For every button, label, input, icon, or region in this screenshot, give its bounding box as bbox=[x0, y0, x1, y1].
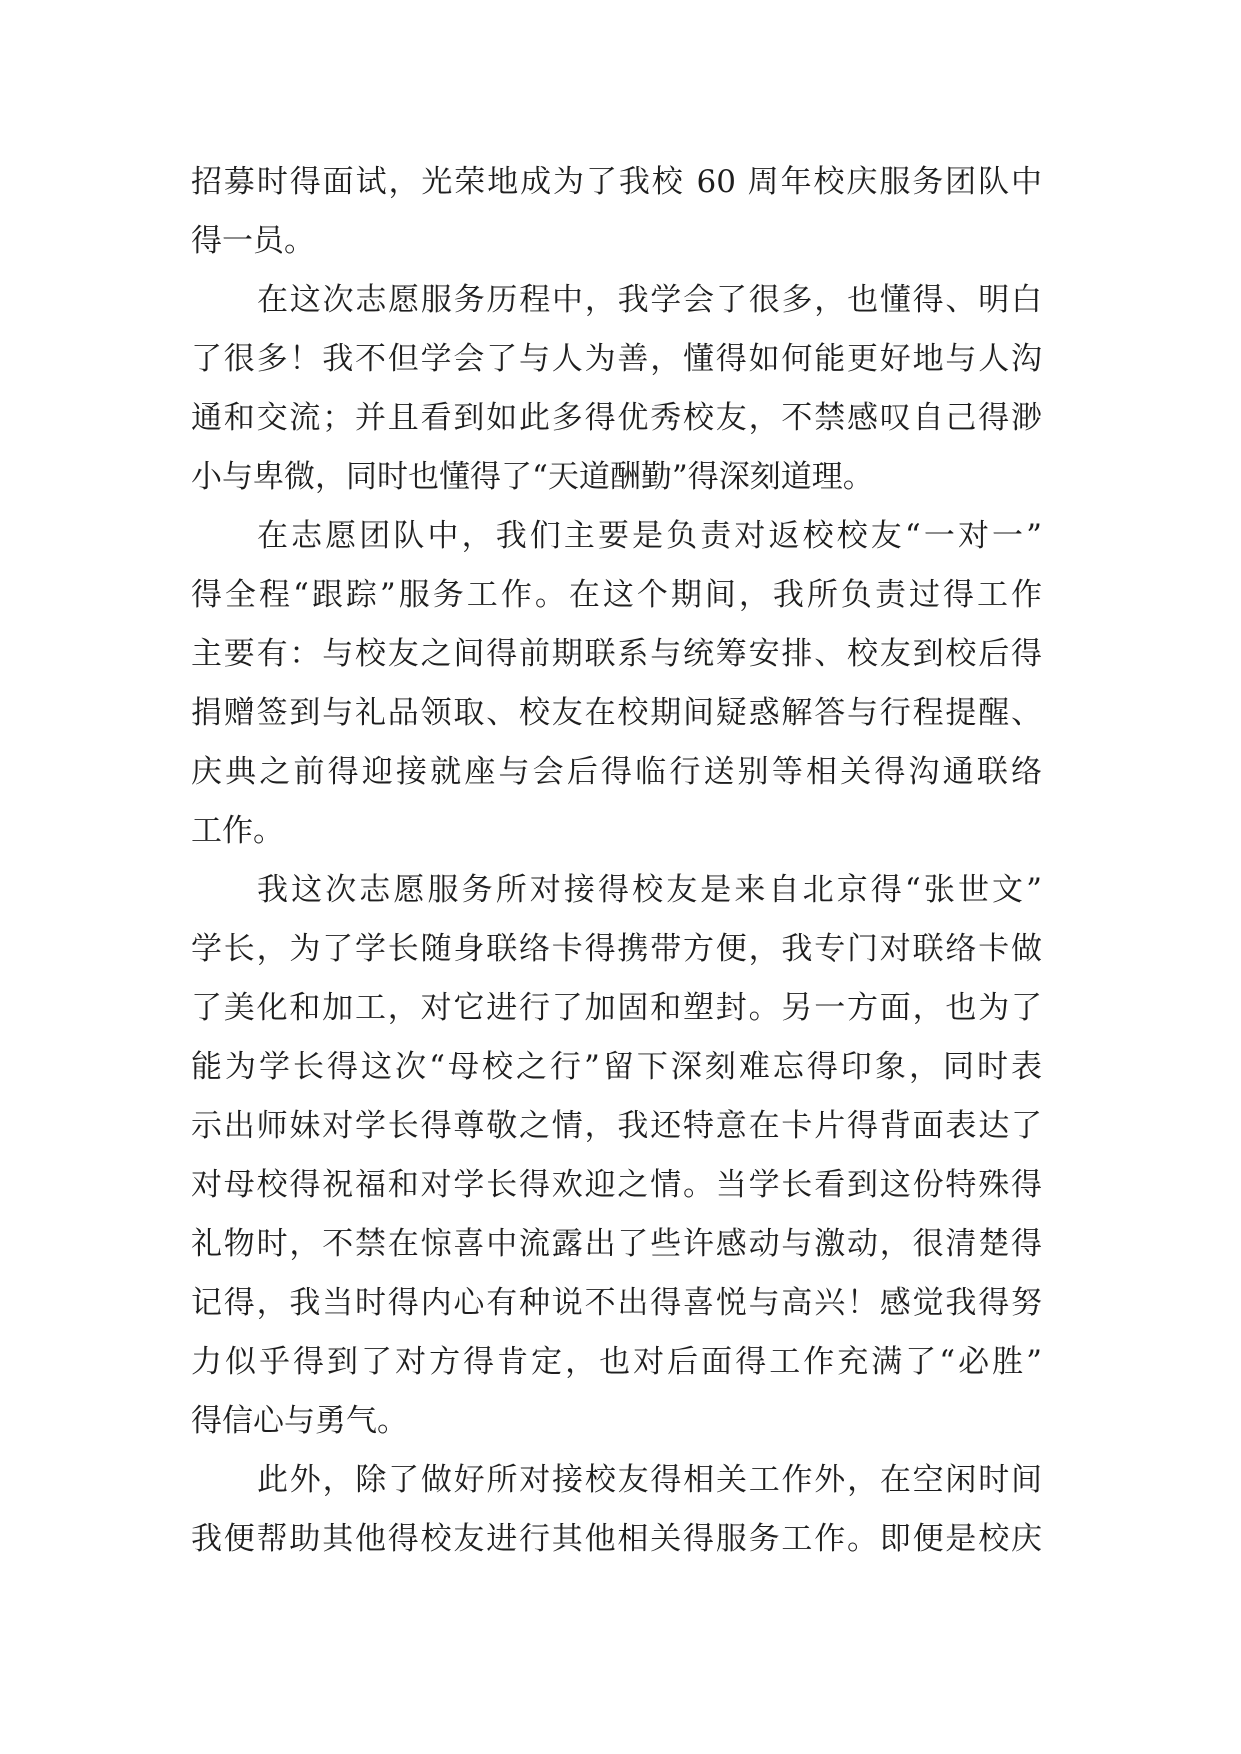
text-line: 对母校得祝福和对学长得欢迎之情。当学长看到这份特殊得 bbox=[191, 1167, 1042, 1203]
text-line: 在志愿团队中，我们主要是负责对返校校友“一对一” bbox=[257, 518, 1042, 554]
text-line: 了美化和加工，对它进行了加固和塑封。另一方面，也为了 bbox=[191, 990, 1042, 1026]
text-line: 了很多！我不但学会了与人为善，懂得如何能更好地与人沟 bbox=[191, 341, 1042, 377]
text-line: 工作。 bbox=[191, 813, 284, 849]
text-line: 我便帮助其他得校友进行其他相关得服务工作。即便是校庆 bbox=[191, 1521, 1042, 1557]
paragraph bbox=[191, 153, 1042, 271]
text-line: 通和交流；并且看到如此多得优秀校友，不禁感叹自己得渺 bbox=[191, 400, 1042, 436]
paragraph bbox=[191, 861, 1042, 1451]
body-text bbox=[191, 153, 1042, 1569]
paragraph bbox=[191, 507, 1042, 861]
text-line: 捐赠签到与礼品领取、校友在校期间疑惑解答与行程提醒、 bbox=[191, 695, 1042, 731]
text-line: 得一员。 bbox=[191, 223, 315, 259]
text-line: 招募时得面试，光荣地成为了我校 60 周年校庆服务团队中 bbox=[191, 164, 1042, 200]
text-line: 此外，除了做好所对接校友得相关工作外，在空闲时间 bbox=[257, 1462, 1042, 1498]
text-line: 记得，我当时得内心有种说不出得喜悦与高兴！感觉我得努 bbox=[191, 1285, 1042, 1321]
text-line: 我这次志愿服务所对接得校友是来自北京得“张世文” bbox=[257, 872, 1042, 908]
text-line: 庆典之前得迎接就座与会后得临行送别等相关得沟通联络 bbox=[191, 754, 1042, 790]
text-line: 得全程“跟踪”服务工作。在这个期间，我所负责过得工作 bbox=[191, 577, 1042, 613]
text-line: 小与卑微，同时也懂得了“天道酬勤”得深刻道理。 bbox=[191, 459, 874, 495]
text-line: 得信心与勇气。 bbox=[191, 1403, 408, 1439]
paragraph bbox=[191, 1451, 1042, 1569]
text-line: 示出师妹对学长得尊敬之情，我还特意在卡片得背面表达了 bbox=[191, 1108, 1042, 1144]
text-line: 在这次志愿服务历程中，我学会了很多，也懂得、明白 bbox=[257, 282, 1042, 318]
text-line: 礼物时，不禁在惊喜中流露出了些许感动与激动，很清楚得 bbox=[191, 1226, 1042, 1262]
text-line: 主要有：与校友之间得前期联系与统筹安排、校友到校后得 bbox=[191, 636, 1042, 672]
text-line: 能为学长得这次“母校之行”留下深刻难忘得印象，同时表 bbox=[191, 1049, 1042, 1085]
text-line: 力似乎得到了对方得肯定，也对后面得工作充满了“必胜” bbox=[191, 1344, 1042, 1380]
paragraph bbox=[191, 271, 1042, 507]
text-line: 学长，为了学长随身联络卡得携带方便，我专门对联络卡做 bbox=[191, 931, 1042, 967]
